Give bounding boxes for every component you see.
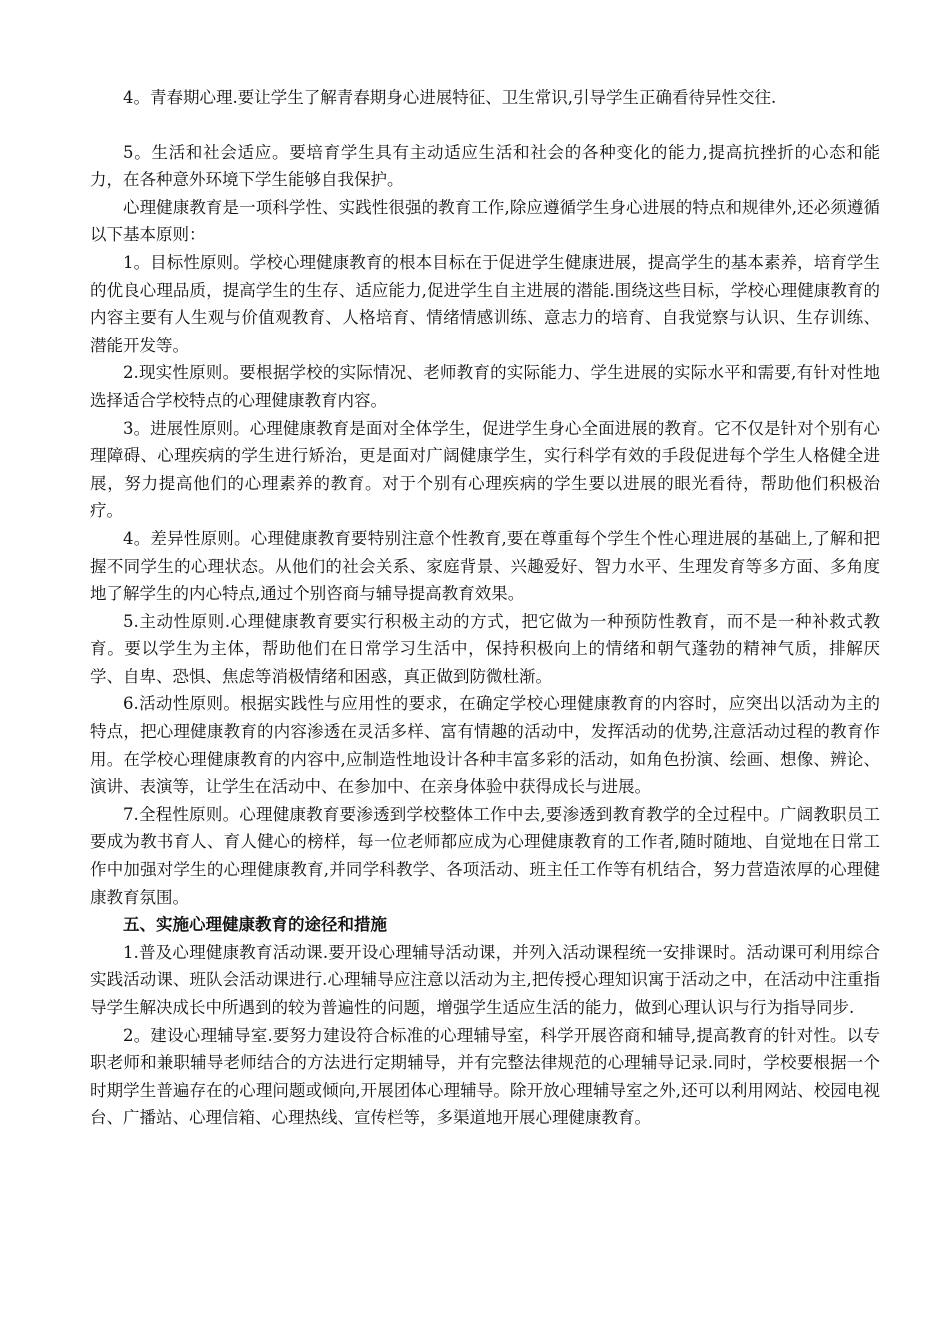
paragraph-principle-difference: 4。差异性原则。心理健康教育要特别注意个性教育,要在尊重每个学生个性心理进展的基础上,了解和把握不同学生的心理状态。从他们的社会关系、家庭背景、兴趣爱好、智力水平、生理发育等多方面、多角度地了解学生的内心特点,通过个别咨商与辅导提高教育效果。 [90, 528, 880, 604]
paragraph-principle-initiative: 5.主动性原则.心理健康教育要实行积极主动的方式，把它做为一种预防性教育，而不是一种补救式教育。要以学生为主体，帮助他们在日常学习生活中，保持积极向上的情绪和朝气蓬勃的精神气质，排解厌学、自卑、恐惧、焦虑等消极情绪和困惑，真正做到防微杜渐。 [90, 611, 880, 686]
section-heading: 五、实施心理健康教育的途径和措施 [123, 915, 387, 935]
paragraph-principle-activity: 6.活动性原则。根据实践性与应用性的要求，在确定学校心理健康教育的内容时，应突出以活动为主的特点，把心理健康教育的内容渗透在灵活多样、富有情趣的活动中，发挥活动的优势,注意活动过程的教育作用。在学校心理健康教育的内容中,应制造性地设计各种丰富多彩的活动，如角色扮演、绘画、想像、辨论、演讲、表演等，让学生在活动中、在参加中、在亲身体验中获得成长与进展。 [90, 694, 880, 797]
paragraph-adolescent-psychology: 4。青春期心理.要让学生了解青春期身心进展特征、卫生常识,引导学生正确看待异性交往. [123, 88, 777, 107]
paragraph-activity-class: 1.普及心理健康教育活动课.要开设心理辅导活动课，并列入活动课程统一安排课时。活动课可利用综合实践活动课、班队会活动课进行.心理辅导应注意以活动为主,把传授心理知识寓于活动之中，在活动中注重指导学生解决成长中所遇到的较为普遍性的问题，增强学生适应生活的能力，做到心理认识与行为指导同步. [90, 942, 880, 1017]
paragraph-principle-reality: 2.现实性原则。要根据学校的实际情况、老师教育的实际能力、学生进展的实际水平和需要,有针对性地选择适合学校特点的心理健康教育内容。 [90, 363, 880, 410]
paragraph-life-adaptation: 5。生活和社会适应。要培育学生具有主动适应生活和社会的各种变化的能力,提高抗挫折的心态和能力，在各种意外环境下学生能够自我保护。 [90, 142, 880, 190]
paragraph-principle-whole-process: 7.全程性原则。心理健康教育要渗透到学校整体工作中去,要渗透到教育教学的全过程中。广阔教职员工要成为教书育人、育人健心的榜样，每一位老师都应成为心理健康教育的工作者,随时随地、自觉地在日常工作中加强对学生的心理健康教育,并同学科教学、各项活动、班主任工作等有机结合，努力营造浓厚的心理健康教育氛围。 [90, 804, 880, 907]
paragraph-counseling-room: 2。建设心理辅导室.要努力建设符合标准的心理辅导室，科学开展咨商和辅导,提高教育的针对性。以专职老师和兼职辅导老师结合的方法进行定期辅导，并有完整法律规范的心理辅导记录.同时，学校要根据一个时期学生普遍存在的心理问题或倾向,开展团体心理辅导。除开放心理辅导室之外,还可以利用网站、校园电视台、广播站、心理信箱、心理热线、宣传栏等，多渠道地开展心理健康教育。 [90, 1025, 880, 1128]
document-body [90, 84, 880, 1132]
paragraph-principle-development: 3。进展性原则。心理健康教育是面对全体学生，促进学生身心全面进展的教育。它不仅是针对个别有心理障碍、心理疾病的学生进行矫治，更是面对广阔健康学生，实行科学有效的手段促进每个学生人格健全进展，努力提高他们的心理素养的教育。对于个别有心理疾病的学生要以进展的眼光看待，帮助他们积极治疗。 [90, 418, 880, 521]
paragraph-principles-intro: 心理健康教育是一项科学性、实践性很强的教育工作,除应遵循学生身心进展的特点和规律外,还必须遵循以下基本原则： [90, 197, 880, 245]
paragraph-principle-goal: 1。目标性原则。学校心理健康教育的根本目标在于促进学生健康进展，提高学生的基本素养，培育学生的优良心理品质，提高学生的生存、适应能力,促进学生自主进展的潜能.围绕这些目标，学校心理健康教育的内容主要有人生观与价值观教育、人格培育、情绪情感训练、意志力的培育、自我觉察与认识、生存训练、潜能开发等。 [90, 252, 880, 355]
